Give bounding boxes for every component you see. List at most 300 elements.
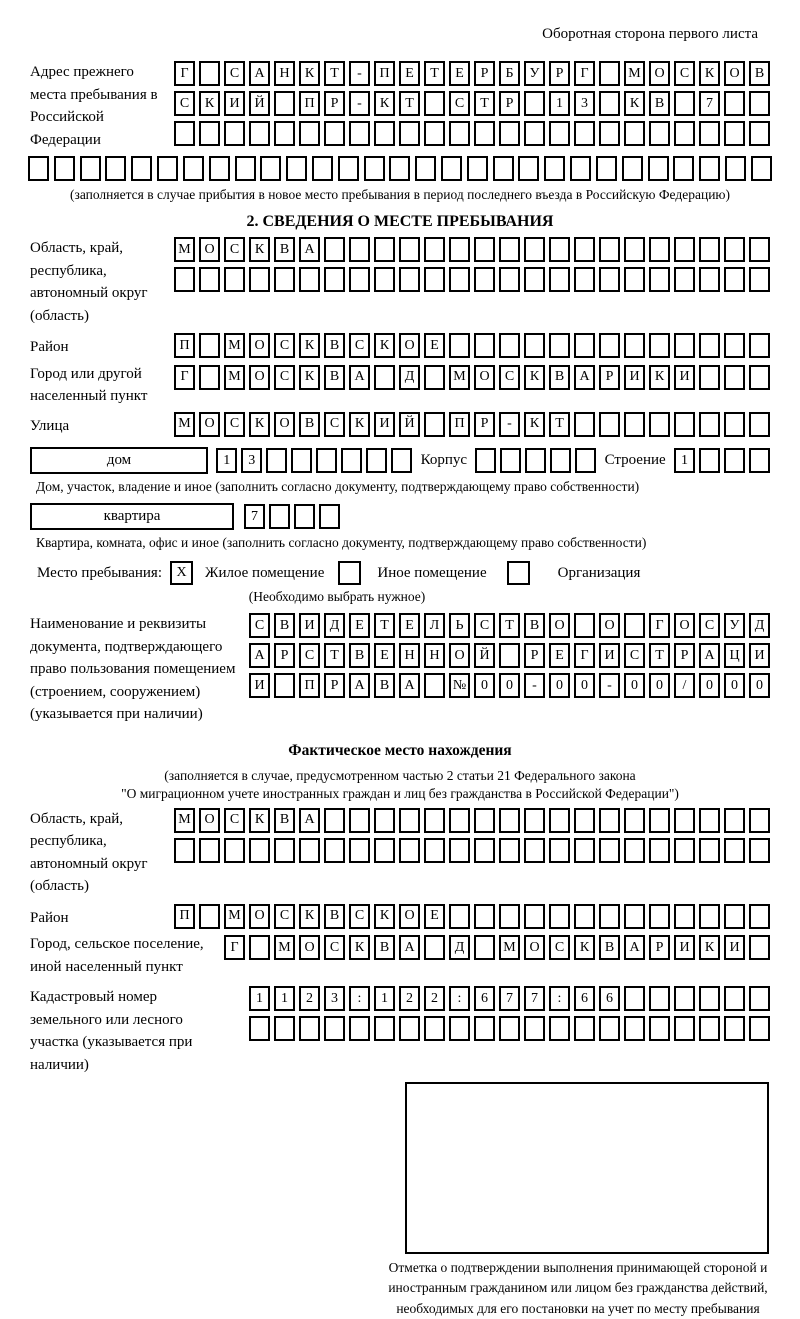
char-cell — [349, 237, 370, 262]
char-cell — [596, 156, 617, 181]
char-cell — [249, 838, 270, 863]
char-cell — [499, 808, 520, 833]
char-cell — [699, 986, 720, 1011]
char-cell: М — [499, 935, 520, 960]
char-cell — [699, 1016, 720, 1041]
char-cell: И — [374, 412, 395, 437]
char-cell — [449, 808, 470, 833]
char-cell: О — [199, 237, 220, 262]
char-cell: / — [674, 673, 695, 698]
char-cell — [174, 121, 195, 146]
char-grid-row — [174, 365, 770, 390]
char-cell — [449, 267, 470, 292]
char-grid-row — [174, 904, 770, 929]
char-cell: Л — [424, 613, 445, 638]
char-cell: 2 — [399, 986, 420, 1011]
char-cell — [524, 121, 545, 146]
prev-address-block — [0, 61, 800, 151]
char-cell — [474, 904, 495, 929]
house-box-label: дом — [30, 447, 208, 474]
char-cell — [286, 156, 307, 181]
char-cell — [324, 808, 345, 833]
char-cell — [649, 808, 670, 833]
char-cell: 6 — [474, 986, 495, 1011]
char-cell: - — [349, 61, 370, 86]
char-cell: Р — [549, 61, 570, 86]
korpus-grid — [475, 448, 596, 473]
char-cell — [574, 808, 595, 833]
char-cell — [549, 808, 570, 833]
char-cell — [224, 267, 245, 292]
char-cell — [449, 333, 470, 358]
char-cell: А — [249, 61, 270, 86]
char-cell: Ц — [724, 643, 745, 668]
char-cell: В — [649, 91, 670, 116]
actual-location-title: Фактическое место нахождения — [288, 741, 512, 759]
char-cell: К — [249, 412, 270, 437]
char-cell: 1 — [249, 986, 270, 1011]
char-cell — [749, 838, 770, 863]
char-cell — [274, 1016, 295, 1041]
char-cell — [499, 1016, 520, 1041]
char-cell — [674, 121, 695, 146]
char-cell: М — [174, 412, 195, 437]
char-cell: С — [474, 613, 495, 638]
char-cell — [299, 838, 320, 863]
char-cell: К — [199, 91, 220, 116]
house-note: Дом, участок, владение и иное (заполнить согласно документу, подтверждающему право собственности) — [36, 479, 640, 494]
prev-address-label: Адрес прежнего места пребывания в Российской Федерации — [30, 64, 158, 148]
char-cell: В — [549, 365, 570, 390]
char-cell: : — [349, 986, 370, 1011]
char-cell: Т — [424, 61, 445, 86]
char-cell — [574, 333, 595, 358]
char-cell — [549, 838, 570, 863]
char-cell: Д — [399, 365, 420, 390]
char-cell: 1 — [216, 448, 237, 473]
char-cell — [199, 61, 220, 86]
char-cell — [673, 156, 694, 181]
char-cell: № — [449, 673, 470, 698]
char-cell — [316, 448, 337, 473]
char-cell — [674, 412, 695, 437]
char-cell — [749, 808, 770, 833]
char-cell — [441, 156, 462, 181]
char-cell — [349, 121, 370, 146]
street-grids — [174, 412, 770, 437]
char-cell — [524, 1016, 545, 1041]
char-cell: Е — [449, 61, 470, 86]
char-cell — [724, 986, 745, 1011]
char-cell: С — [274, 333, 295, 358]
char-cell: Н — [399, 643, 420, 668]
char-cell — [424, 1016, 445, 1041]
char-cell — [274, 673, 295, 698]
char-cell: К — [524, 412, 545, 437]
char-cell — [424, 237, 445, 262]
char-cell: 0 — [549, 673, 570, 698]
char-cell — [374, 1016, 395, 1041]
char-cell — [474, 333, 495, 358]
char-cell — [749, 935, 770, 960]
char-cell: П — [299, 673, 320, 698]
char-cell — [749, 448, 770, 473]
char-cell: К — [299, 61, 320, 86]
char-cell: О — [249, 365, 270, 390]
char-cell — [499, 838, 520, 863]
char-cell: Е — [549, 643, 570, 668]
char-cell: И — [599, 643, 620, 668]
district-block — [0, 333, 800, 359]
city2-block — [0, 933, 800, 978]
char-cell: А — [574, 365, 595, 390]
char-cell — [524, 904, 545, 929]
char-cell — [374, 808, 395, 833]
char-cell — [544, 156, 565, 181]
char-cell — [699, 412, 720, 437]
char-cell — [699, 904, 720, 929]
district2-grids — [174, 904, 770, 929]
char-cell: - — [599, 673, 620, 698]
char-cell — [474, 808, 495, 833]
char-cell: Т — [549, 412, 570, 437]
char-cell: К — [299, 333, 320, 358]
char-cell — [249, 1016, 270, 1041]
stay-type-checkbox-organization — [507, 561, 530, 585]
char-grid-row — [249, 643, 770, 668]
char-cell: П — [299, 91, 320, 116]
actual-location-note2: "О миграционном учете иностранных граждан и лиц без гражданства в Российской Федерации") — [121, 785, 679, 801]
char-cell: 3 — [324, 986, 345, 1011]
char-grid-row — [249, 673, 770, 698]
char-cell — [424, 935, 445, 960]
char-cell — [424, 808, 445, 833]
char-cell — [374, 237, 395, 262]
char-cell — [399, 237, 420, 262]
char-cell: : — [449, 986, 470, 1011]
char-cell: С — [249, 613, 270, 638]
char-cell — [525, 448, 546, 473]
char-cell — [574, 904, 595, 929]
stay-type-option-other: Иное помещение — [377, 564, 487, 581]
char-cell: П — [174, 904, 195, 929]
char-cell — [749, 237, 770, 262]
char-cell — [324, 267, 345, 292]
char-cell — [399, 1016, 420, 1041]
char-cell — [648, 156, 669, 181]
char-cell — [574, 613, 595, 638]
house-row — [0, 447, 800, 474]
stay-type-checkbox-residential: X — [170, 561, 193, 585]
char-cell — [374, 121, 395, 146]
char-cell: А — [249, 643, 270, 668]
char-cell — [475, 448, 496, 473]
char-cell — [649, 237, 670, 262]
char-cell — [299, 121, 320, 146]
char-cell: Р — [274, 643, 295, 668]
char-cell — [499, 904, 520, 929]
char-cell — [424, 267, 445, 292]
stay-type-row — [0, 561, 800, 585]
char-cell — [199, 267, 220, 292]
char-cell: Й — [249, 91, 270, 116]
char-cell — [199, 333, 220, 358]
char-cell — [235, 156, 256, 181]
char-cell: Г — [174, 365, 195, 390]
char-cell — [131, 156, 152, 181]
char-cell — [624, 267, 645, 292]
char-cell — [749, 267, 770, 292]
apartment-row — [0, 503, 800, 530]
char-cell — [157, 156, 178, 181]
char-cell — [749, 1016, 770, 1041]
char-cell — [549, 121, 570, 146]
char-cell — [624, 237, 645, 262]
char-cell: И — [224, 91, 245, 116]
char-cell — [699, 333, 720, 358]
char-cell — [374, 838, 395, 863]
char-cell — [319, 504, 340, 529]
char-cell — [324, 121, 345, 146]
char-cell — [724, 121, 745, 146]
char-cell — [574, 1016, 595, 1041]
apartment-note: Квартира, комната, офис и иное (заполнить согласно документу, подтверждающему право собственности) — [36, 535, 647, 550]
char-cell — [574, 267, 595, 292]
char-cell — [174, 838, 195, 863]
char-cell: С — [174, 91, 195, 116]
char-cell: - — [499, 412, 520, 437]
region-grids — [174, 237, 770, 292]
stay-type-option-organization: Организация — [557, 564, 641, 581]
char-cell: : — [549, 986, 570, 1011]
city-label: Город или другой населенный пункт — [30, 365, 148, 404]
char-cell: Д — [449, 935, 470, 960]
char-cell — [751, 156, 772, 181]
char-cell — [550, 448, 571, 473]
char-cell: А — [299, 808, 320, 833]
char-cell — [699, 448, 720, 473]
char-cell — [199, 365, 220, 390]
char-cell: М — [274, 935, 295, 960]
cadastral-label: Кадастровый номер земельного или лесного участка (указывается при наличии) — [30, 989, 193, 1073]
char-cell — [725, 156, 746, 181]
section2-title: 2. СВЕДЕНИЯ О МЕСТЕ ПРЕБЫВАНИЯ — [246, 213, 554, 230]
char-cell — [699, 838, 720, 863]
char-cell: О — [399, 333, 420, 358]
char-cell: В — [324, 333, 345, 358]
char-cell: К — [699, 61, 720, 86]
char-cell — [374, 267, 395, 292]
char-cell — [224, 838, 245, 863]
char-cell — [699, 808, 720, 833]
char-cell — [524, 237, 545, 262]
prev-address-grids — [174, 61, 770, 146]
char-cell — [599, 61, 620, 86]
char-cell — [674, 986, 695, 1011]
district-label: Район — [30, 339, 69, 355]
char-cell — [249, 935, 270, 960]
char-grid-row — [174, 91, 770, 116]
char-cell: О — [549, 613, 570, 638]
char-cell — [224, 121, 245, 146]
char-cell — [524, 267, 545, 292]
char-cell: Й — [474, 643, 495, 668]
char-cell: О — [674, 613, 695, 638]
char-cell: 3 — [574, 91, 595, 116]
char-cell — [724, 448, 745, 473]
char-cell — [674, 808, 695, 833]
char-cell — [724, 808, 745, 833]
char-cell: У — [524, 61, 545, 86]
char-cell: 7 — [524, 986, 545, 1011]
char-cell — [269, 504, 290, 529]
char-cell: Г — [574, 61, 595, 86]
street-label: Улица — [30, 417, 70, 434]
char-cell — [574, 838, 595, 863]
char-cell: - — [349, 91, 370, 116]
char-cell: 2 — [424, 986, 445, 1011]
char-cell: С — [299, 643, 320, 668]
char-cell — [724, 1016, 745, 1041]
char-cell: О — [524, 935, 545, 960]
char-cell — [199, 121, 220, 146]
char-cell — [699, 156, 720, 181]
char-cell: 1 — [674, 448, 695, 473]
header-note: Оборотная сторона первого листа — [542, 26, 758, 42]
char-cell — [183, 156, 204, 181]
char-cell — [599, 333, 620, 358]
char-cell — [415, 156, 436, 181]
char-cell: О — [399, 904, 420, 929]
char-grid-row — [174, 237, 770, 262]
char-cell: С — [699, 613, 720, 638]
char-cell — [291, 448, 312, 473]
char-cell — [493, 156, 514, 181]
char-cell: Т — [324, 61, 345, 86]
char-cell — [449, 237, 470, 262]
char-cell — [80, 156, 101, 181]
char-cell — [649, 333, 670, 358]
char-cell — [424, 673, 445, 698]
char-cell — [349, 808, 370, 833]
char-cell — [499, 121, 520, 146]
char-cell: 0 — [724, 673, 745, 698]
char-cell — [518, 156, 539, 181]
char-cell — [649, 986, 670, 1011]
char-cell — [424, 121, 445, 146]
char-cell — [724, 412, 745, 437]
char-cell — [724, 838, 745, 863]
char-cell — [474, 1016, 495, 1041]
stroenie-grid — [674, 448, 770, 473]
char-cell — [724, 267, 745, 292]
char-cell — [312, 156, 333, 181]
char-cell — [624, 121, 645, 146]
char-cell — [749, 986, 770, 1011]
char-cell: С — [349, 333, 370, 358]
char-grid-row — [174, 412, 770, 437]
char-cell: Е — [424, 904, 445, 929]
char-cell: К — [374, 333, 395, 358]
char-cell — [349, 267, 370, 292]
char-cell: 1 — [274, 986, 295, 1011]
char-cell: Н — [424, 643, 445, 668]
char-cell — [294, 504, 315, 529]
char-cell: О — [599, 613, 620, 638]
char-cell: 7 — [499, 986, 520, 1011]
char-cell: Д — [324, 613, 345, 638]
char-cell — [474, 267, 495, 292]
char-cell: А — [349, 365, 370, 390]
char-cell — [391, 448, 412, 473]
char-cell: К — [349, 935, 370, 960]
char-cell — [649, 121, 670, 146]
char-cell — [674, 1016, 695, 1041]
char-cell — [699, 365, 720, 390]
char-cell: А — [399, 673, 420, 698]
char-cell — [366, 448, 387, 473]
char-cell: Р — [474, 61, 495, 86]
house-number-grid — [216, 448, 412, 473]
char-grid-row — [224, 935, 770, 960]
char-cell: 6 — [574, 986, 595, 1011]
char-cell — [749, 904, 770, 929]
char-cell — [599, 808, 620, 833]
char-cell — [599, 904, 620, 929]
char-cell — [500, 448, 521, 473]
char-cell — [674, 267, 695, 292]
char-cell: Й — [399, 412, 420, 437]
char-cell: К — [299, 365, 320, 390]
char-cell: К — [299, 904, 320, 929]
char-cell — [549, 1016, 570, 1041]
char-cell: О — [199, 412, 220, 437]
char-cell — [524, 838, 545, 863]
char-cell: К — [249, 808, 270, 833]
region2-label: Область, край, республика, автономный округ (область) — [30, 810, 148, 894]
char-cell — [624, 1016, 645, 1041]
char-cell: С — [224, 412, 245, 437]
char-cell — [467, 156, 488, 181]
char-cell — [524, 91, 545, 116]
char-cell — [54, 156, 75, 181]
char-grid-row — [249, 986, 770, 1011]
char-cell: В — [299, 412, 320, 437]
char-cell: Б — [499, 61, 520, 86]
char-cell: 3 — [241, 448, 262, 473]
char-cell — [599, 91, 620, 116]
char-cell — [299, 1016, 320, 1041]
char-cell — [624, 838, 645, 863]
char-cell — [474, 838, 495, 863]
char-cell: В — [274, 237, 295, 262]
char-cell: Д — [749, 613, 770, 638]
char-cell: И — [249, 673, 270, 698]
char-cell — [599, 412, 620, 437]
char-cell: П — [374, 61, 395, 86]
stay-type-label: Место пребывания: — [37, 564, 162, 581]
char-grid-row — [174, 808, 770, 833]
char-cell — [449, 904, 470, 929]
char-cell — [574, 237, 595, 262]
char-cell: Е — [399, 61, 420, 86]
char-cell: Р — [324, 673, 345, 698]
stay-type-option-residential: Жилое помещение — [205, 564, 325, 581]
stamp-caption: Отметка о подтверждении выполнения принимающей стороной и иностранным гражданином или лицом без гражданства действий, необходимых для его постановки на учет по месту пребывания — [388, 1260, 768, 1316]
char-cell: Р — [524, 643, 545, 668]
char-cell: 0 — [474, 673, 495, 698]
char-cell — [724, 237, 745, 262]
